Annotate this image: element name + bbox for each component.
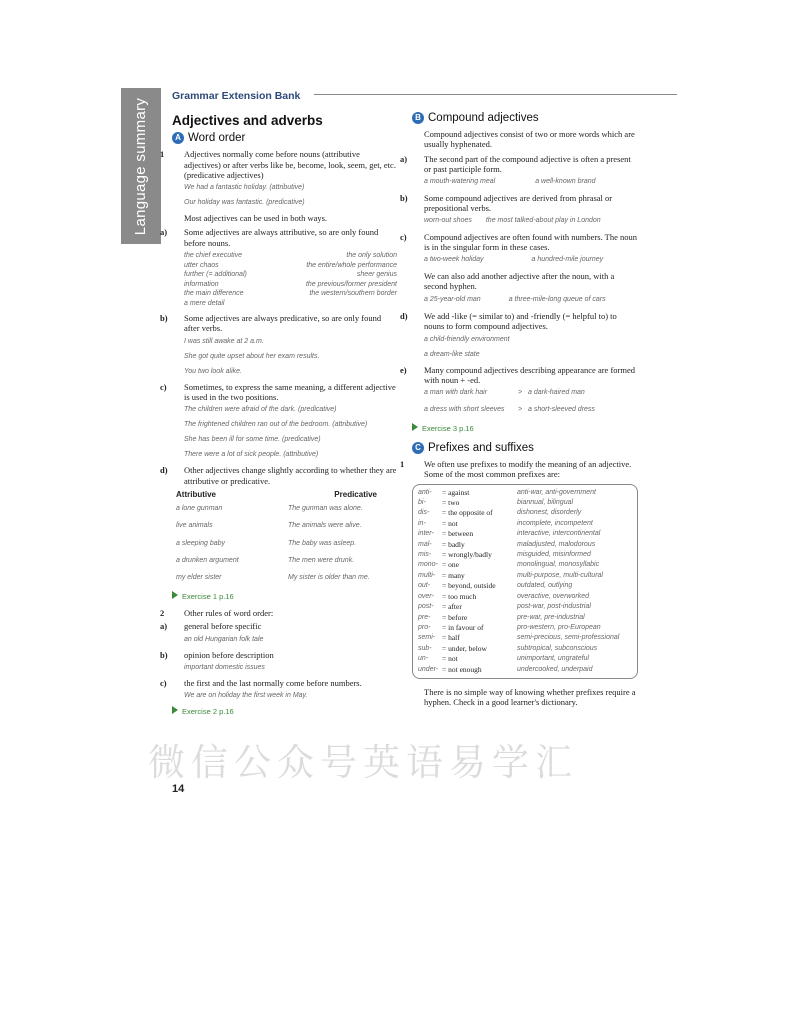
subrule-label: c) [160,381,167,392]
subrule-b [160,313,397,334]
prefix-row [418,571,632,581]
prefix-cell: un- [418,655,429,663]
arrow-icon: > [517,406,523,414]
table-cell: live animals [176,522,213,530]
watermark-text: 微信公众号英语易学汇 [148,741,578,784]
meaning-cell: = not [442,518,458,528]
side-tab-label: Language summary [132,97,150,235]
pair-row [184,289,397,299]
pair-row [184,280,397,290]
prefix-cell: out- [418,582,431,590]
compound-rule-e [400,364,638,386]
pair-left: the chief executive [184,252,242,260]
prefix-note: There is no simple way of knowing whether prefixes require a hyphen. Check in a good learner's dictionary. [424,686,636,708]
examples-cell: pre-war, pre-industrial [517,613,585,621]
pair-left: information [184,280,219,288]
prefix-cell: semi- [418,634,436,642]
prefix-row [418,623,632,633]
prefix-rule-1 [400,459,638,480]
example: a three-mile-long queue of cars [508,296,606,304]
rule-1 [160,149,397,180]
order-rule-a [160,621,397,632]
pair-row [184,270,397,280]
table-cell: a lone gunman [176,505,223,513]
subrule-text: Sometimes, to express the same meaning, a different adjective is used in the two positions. [184,381,396,402]
prefix-row [418,581,632,591]
page-title: Adjectives and adverbs [172,113,323,128]
subrule-text: opinion before description [184,649,274,660]
subrule-text: Some compound adjectives are derived from phrasal or prepositional verbs. [424,192,613,213]
rule-1-text: Adjectives normally come before nouns (attributive adjectives) or after verbs like be, become, look, seem, get, etc. (predicative adjectives) [184,149,396,180]
compound-rule-a [400,153,638,175]
play-arrow-icon [172,706,178,714]
meaning-cell: = badly [442,539,465,549]
meaning-cell: = before [442,612,468,622]
pair-left: further (= additional) [184,271,247,279]
example-pair [424,255,638,265]
subrule-label: d) [160,465,168,476]
transform-to: a dark-haired man [528,389,585,397]
compound-rule-b [400,192,638,214]
prefix-cell: mal- [418,540,432,548]
table-row [176,539,397,549]
prefix-cell: in- [418,519,426,527]
table-cell: The baby was asleep. [288,539,357,547]
table-row [176,573,397,583]
pair-row [184,251,397,261]
meaning-cell: = in favour of [442,622,484,632]
meaning-cell: = the opposite of [442,508,493,518]
table-cell: a sleeping baby [176,539,226,547]
play-arrow-icon [412,423,418,431]
prefix-row [418,665,632,675]
pair-left: the main difference [184,290,244,298]
arrow-icon: > [517,389,523,397]
examples-cell: maladjusted, malodorous [517,540,596,548]
transform-row [424,405,638,415]
pair-row [184,299,397,309]
table-header [176,490,377,500]
rule-number: 1 [400,459,405,470]
prefix-row [418,550,632,560]
prefix-row [418,540,632,550]
example-pair [424,295,638,305]
prefix-cell: mis- [418,551,432,559]
example: You two look alike. [184,367,242,375]
table-cell: My sister is older than me. [288,574,370,582]
compound-rule-d [400,310,638,332]
prefix-cell: anti- [418,488,432,496]
example: a two-week holiday [424,256,484,264]
examples-cell: misguided, misinformed [517,551,591,559]
example: important domestic issues [184,663,265,671]
examples-cell: semi-precious, semi-professional [517,634,620,642]
prefix-cell: sub- [418,644,432,652]
examples-cell: dishonest, disorderly [517,509,582,517]
example: Our holiday was fantastic. (predicative) [184,199,305,207]
pair-left: a mere detail [184,299,225,307]
section-a-heading [172,132,397,144]
subrule-label: a) [160,621,168,632]
subrule-label: d) [400,310,408,321]
section-c-badge: C [412,442,424,454]
prefix-cell: dis- [418,509,430,517]
example: worn-out shoes [424,217,472,225]
prefix-row [418,498,632,508]
prefix-cell: pro- [418,623,431,631]
prefix-cell: post- [418,603,434,611]
compound-rule-c [400,231,638,253]
subrule-label: c) [400,231,407,242]
header-title: Grammar Extension Bank [172,90,301,102]
subrule-text: Some adjectives are always predicative, so are only found after verbs. [184,313,382,334]
prefix-cell: inter- [418,530,434,538]
example: I was still awake at 2 a.m. [184,337,264,345]
play-arrow-icon [172,591,178,599]
table-row [176,504,397,514]
section-b-badge: B [412,112,424,124]
example: a mouth-watering meal [424,178,496,186]
example: The frightened children ran out of the bedroom. (attributive) [184,421,368,429]
transform-from: a man with dark hair [424,389,488,397]
prefix-row [418,592,632,602]
page-header [172,86,677,102]
example: a 25-year-old man [424,296,481,304]
prefix-row [418,644,632,654]
meaning-cell: = many [442,570,465,580]
prefix-row [418,633,632,643]
subrule-label: c) [160,677,167,688]
pair-left: utter chaos [184,261,219,269]
column-header-predicative: Predicative [334,489,377,499]
subrule-text: We add -like (= similar to) and -friendly (= helpful to) to nouns to form compound adjectives. [424,310,617,332]
section-b-title: Compound adjectives [428,111,539,124]
prefix-row [418,560,632,570]
meaning-cell: = not enough [442,664,482,674]
subrule-text: Other adjectives change slightly according to whether they are attributive or predicative. [184,465,397,486]
examples-cell: outdated, outlying [517,582,573,590]
meaning-cell: = wrongly/badly [442,550,492,560]
meaning-cell: = half [442,633,460,643]
subrule-a [160,227,397,248]
pair-right: the only solution [346,252,397,260]
section-a-title: Word order [188,132,246,145]
subrule-d [160,465,397,486]
example: an old Hungarian folk tale [184,635,264,643]
subrule-text: The second part of the compound adjective is often a present or past participle form. [424,153,631,174]
prefix-row [418,529,632,539]
exercise-1-label: Exercise 1 p.16 [182,591,234,601]
prefix-cell: pre- [418,613,431,621]
example: the most talked-about play in London [485,217,601,225]
prefix-cell: mono- [418,561,438,569]
prefix-table [412,484,638,679]
transform-from: a dress with short sleeves [424,406,505,414]
transform-to: a short-sleeved dress [528,406,595,414]
column-header-attributive: Attributive [176,489,216,499]
table-cell: my elder sister [176,574,222,582]
subrule-label: b) [160,313,168,324]
section-b-heading [412,112,638,124]
example: We had a fantastic holiday. (attributive) [184,184,305,192]
prefix-row [418,508,632,518]
section-a-badge: A [172,132,184,144]
exercise-2-link[interactable] [172,706,397,717]
side-tab [121,88,161,244]
example-pair [424,177,638,187]
table-row [176,521,397,531]
rule-2 [160,607,397,618]
meaning-cell: = under, below [442,643,487,653]
meaning-cell: = between [442,529,474,539]
table-cell: The animals were alive. [288,522,362,530]
prefix-cell: under- [418,665,439,673]
table-cell: The gunman was alone. [288,505,363,513]
pair-right: the western/southern border [309,290,397,298]
meaning-cell: = not [442,654,458,664]
header-rule [314,94,677,95]
example: She got quite upset about her exam results. [184,352,320,360]
example: a hundred-mile journey [531,256,604,264]
meaning-cell: = beyond, outside [442,581,496,591]
subrule-label: a) [160,227,168,238]
examples-cell: interactive, intercontinental [517,530,601,538]
meaning-cell: = against [442,487,470,497]
exercise-3-link[interactable] [412,423,638,434]
exercise-3-label: Exercise 3 p.16 [422,423,474,433]
rule-1-number: 1 [160,149,165,160]
prefix-cell: multi- [418,571,436,579]
pair-row [184,261,397,271]
pair-right: the entire/whole performance [306,261,397,269]
prefix-row [418,613,632,623]
meaning-cell: = after [442,602,462,612]
rule-2-text: Other rules of word order: [184,607,274,618]
meaning-cell: = one [442,560,459,570]
prefix-row [418,602,632,612]
exercise-1-link[interactable] [172,591,397,602]
transform-row [424,388,638,398]
subrule-text: general before specific [184,621,262,632]
examples-cell: incomplete, incompetent [517,519,593,527]
example-pair [424,216,638,226]
right-column [400,111,638,712]
example: We are on holiday the first week in May. [184,692,308,700]
examples-cell: overactive, overworked [517,592,589,600]
rule-text: We often use prefixes to modify the meaning of an adjective. Some of the most common prefixes are: [424,459,632,480]
examples-cell: biannual, bilingual [517,499,574,507]
pair-right: the previous/former president [305,280,397,288]
prefix-row [418,488,632,498]
examples-cell: unimportant, ungrateful [517,655,589,663]
table-cell: a drunken argument [176,557,239,565]
example: a dream-like state [424,350,480,358]
examples-cell: subtropical, subconscious [517,644,598,652]
subrule-text: the first and the last normally come before numbers. [184,677,362,688]
example: The children were afraid of the dark. (predicative) [184,406,337,414]
subrule-label: e) [400,364,407,375]
table-row [176,556,397,566]
examples-cell: monolingual, monosyllabic [517,561,600,569]
prefix-cell: over- [418,592,434,600]
example: There were a lot of sick people. (attributive) [184,451,319,459]
section-b-intro: Compound adjectives consist of two or more words which are usually hyphenated. [424,129,635,150]
table-cell: The men were drunk. [288,557,355,565]
prefix-cell: bi- [418,499,426,507]
order-rule-b [160,649,397,660]
prefix-row [418,654,632,664]
example: a child-friendly environment [424,335,510,343]
subrule-text: Some adjectives are always attributive, so are only found before nouns. [184,227,379,248]
subrule-text: Many compound adjectives describing appearance are formed with noun + -ed. [424,364,635,385]
exercise-2-label: Exercise 2 p.16 [182,707,234,717]
subrule-label: b) [400,192,408,203]
examples-cell: post-war, post-industrial [517,603,591,611]
section-c-heading [412,442,638,454]
subrule-text: Compound adjectives are often found with numbers. The noun is in the singular form in these cases. [424,231,638,253]
meaning-cell: = too much [442,591,477,601]
left-column [160,112,397,723]
rule-text: We can also add another adjective after the noun, with a second hyphen. [424,270,615,292]
rule-2-number: 2 [160,607,165,618]
order-rule-c [160,677,397,688]
subrule-label: b) [160,649,168,660]
section-c-title: Prefixes and suffixes [428,441,534,454]
example: She has been ill for some time. (predicative) [184,436,321,444]
example: a well-known brand [535,178,596,186]
examples-cell: pro-western, pro-European [517,623,601,631]
meaning-cell: = two [442,498,460,508]
examples-cell: multi-purpose, multi-cultural [517,571,603,579]
subrule-c [160,381,397,403]
rule-text: Most adjectives can be used in both ways. [184,213,328,224]
pair-right: sheer genius [356,271,397,279]
subrule-label: a) [400,153,408,164]
attributive-pairs [172,251,397,308]
prefix-row [418,519,632,529]
examples-cell: undercooked, underpaid [517,665,593,673]
page-number: 14 [172,783,185,795]
examples-cell: anti-war, anti-government [517,488,596,496]
